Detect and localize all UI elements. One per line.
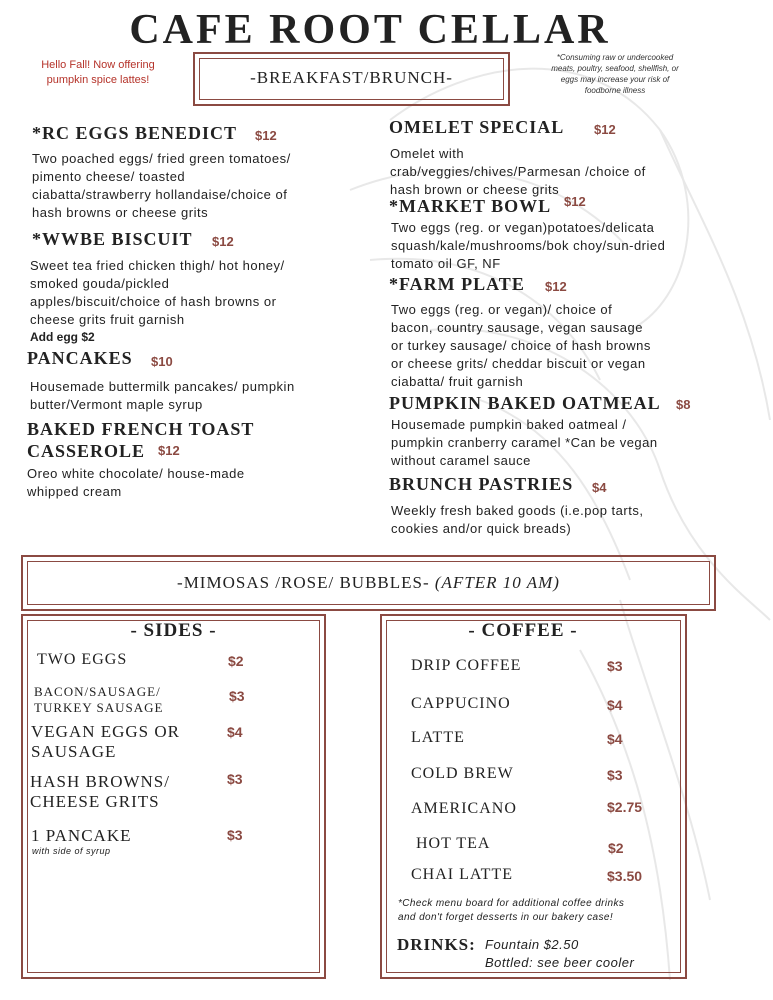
item-name: CASSEROLE (27, 441, 146, 461)
coffee-item-name: AMERICANO (411, 800, 517, 817)
item-description: Two eggs (reg. or vegan)/ choice of bacon, country sausage, vegan sausage or turkey sausage/ choice of hash browns or cheese grits/ cheddar biscuit or vegan ciabatta/ fruit garnish (391, 302, 651, 389)
item-description: Weekly fresh baked goods (i.e.pop tarts, cookies and/or quick breads) (391, 503, 644, 536)
disclaimer-line: *Consuming raw or undercooked (556, 53, 674, 62)
disclaimer-line: meats, poultry, seafood, shellfish, or (551, 64, 679, 73)
item-price: $4 (592, 480, 607, 495)
coffee-title: - COFFEE - (468, 620, 578, 641)
item-price: $12 (212, 234, 234, 249)
side-item-name: TWO EGGS (37, 651, 128, 668)
side-item-name: VEGAN EGGS OR SAUSAGE (31, 722, 180, 761)
side-item-price: $3 (227, 827, 243, 843)
sides-title: - SIDES - (130, 620, 217, 641)
drinks-list: Fountain $2.50 Bottled: see beer cooler (485, 937, 635, 970)
section-title-frame (193, 52, 510, 106)
item-price: $10 (151, 354, 173, 369)
item-description: Two poached eggs/ fried green tomatoes/ pimento cheese/ toasted ciabatta/strawberry hollandaise/choice of hash browns or cheese grits (32, 151, 291, 220)
item-name: BRUNCH PASTRIES (389, 474, 574, 494)
item-price: $12 (594, 122, 616, 137)
item-description: Omelet with crab/veggies/chives/Parmesan /choice of hash brown or cheese grits (390, 146, 646, 197)
promo-line-2: pumpkin spice lattes! (46, 74, 150, 86)
item-price: $12 (564, 194, 586, 209)
coffee-item-name: COLD BREW (411, 765, 514, 782)
cafe-title: CAFE ROOT CELLAR (129, 7, 611, 53)
disclaimer-line: eggs may increase your risk of (560, 75, 670, 84)
item-price: $8 (676, 397, 691, 412)
item-name: *MARKET BOWL (389, 196, 552, 216)
item-name: *WWBE BISCUIT (32, 229, 193, 249)
item-name: *FARM PLATE (389, 274, 525, 294)
drinks-label: DRINKS: (397, 935, 476, 954)
side-item-price: $3 (227, 771, 243, 787)
coffee-item-price: $2.75 (607, 799, 643, 815)
item-name: PANCAKES (27, 348, 133, 368)
promo-text (28, 58, 168, 88)
item-description: Oreo white chocolate/ house-made whipped cream (27, 466, 245, 499)
item-price: $12 (255, 128, 277, 143)
item-description: Sweet tea fried chicken thigh/ hot honey/ smoked gouda/pickled apples/biscuit/choice of hash browns or cheese grits fruit garnish (30, 258, 285, 327)
disclaimer-line: foodborne illness (584, 86, 646, 95)
mimosa-main: -MIMOSAS /ROSE/ BUBBLES- (177, 573, 430, 592)
coffee-item-name: DRIP COFFEE (411, 657, 522, 674)
coffee-item-price: $3 (607, 767, 623, 783)
mimosa-banner (21, 555, 716, 611)
item-name: BAKED FRENCH TOAST (27, 419, 255, 439)
side-item-price: $2 (228, 653, 244, 669)
item-description: Housemade pumpkin baked oatmeal / pumpkin cranberry caramel *Can be vegan without caramel sauce (391, 417, 658, 468)
section-title: -BREAKFAST/BRUNCH- (250, 68, 453, 87)
item-description: Housemade buttermilk pancakes/ pumpkin butter/Vermont maple syrup (30, 379, 295, 412)
promo-line-1: Hello Fall! Now offering (41, 59, 155, 71)
item-name: OMELET SPECIAL (389, 117, 565, 137)
coffee-item-price: $4 (607, 697, 623, 713)
mimosa-note: (AFTER 10 AM) (434, 573, 560, 592)
coffee-item-name: LATTE (411, 729, 465, 746)
coffee-item-price: $3 (607, 658, 623, 674)
disclaimer (540, 52, 690, 96)
coffee-note: *Check menu board for additional coffee drinks and don't forget desserts in our bakery case! (398, 898, 625, 923)
coffee-item-name: CHAI LATTE (411, 866, 513, 883)
side-item-name: HASH BROWNS/ CHEESE GRITS (30, 772, 170, 811)
side-item-name: 1 PANCAKE (31, 826, 132, 845)
coffee-item-price: $4 (607, 731, 623, 747)
addon-text: Add egg $2 (30, 330, 95, 344)
item-price: $12 (158, 443, 180, 458)
side-item-price: $4 (227, 724, 243, 740)
coffee-item-name: CAPPUCINO (411, 695, 511, 712)
side-item-note: with side of syrup (32, 846, 111, 856)
coffee-item-price: $3.50 (607, 868, 643, 884)
item-price: $12 (545, 279, 567, 294)
item-description: Two eggs (reg. or vegan)potatoes/delicata squash/kale/mushrooms/bok choy/sun-dried tomato oil GF, NF (391, 220, 666, 271)
side-item-price: $3 (229, 688, 245, 704)
mimosa-text (23, 573, 714, 593)
item-name: *RC EGGS BENEDICT (32, 123, 238, 143)
item-name: PUMPKIN BAKED OATMEAL (389, 393, 661, 413)
coffee-item-name: HOT TEA (416, 835, 491, 852)
coffee-item-price: $2 (608, 840, 624, 856)
side-item-name: BACON/SAUSAGE/ TURKEY SAUSAGE (34, 684, 164, 715)
